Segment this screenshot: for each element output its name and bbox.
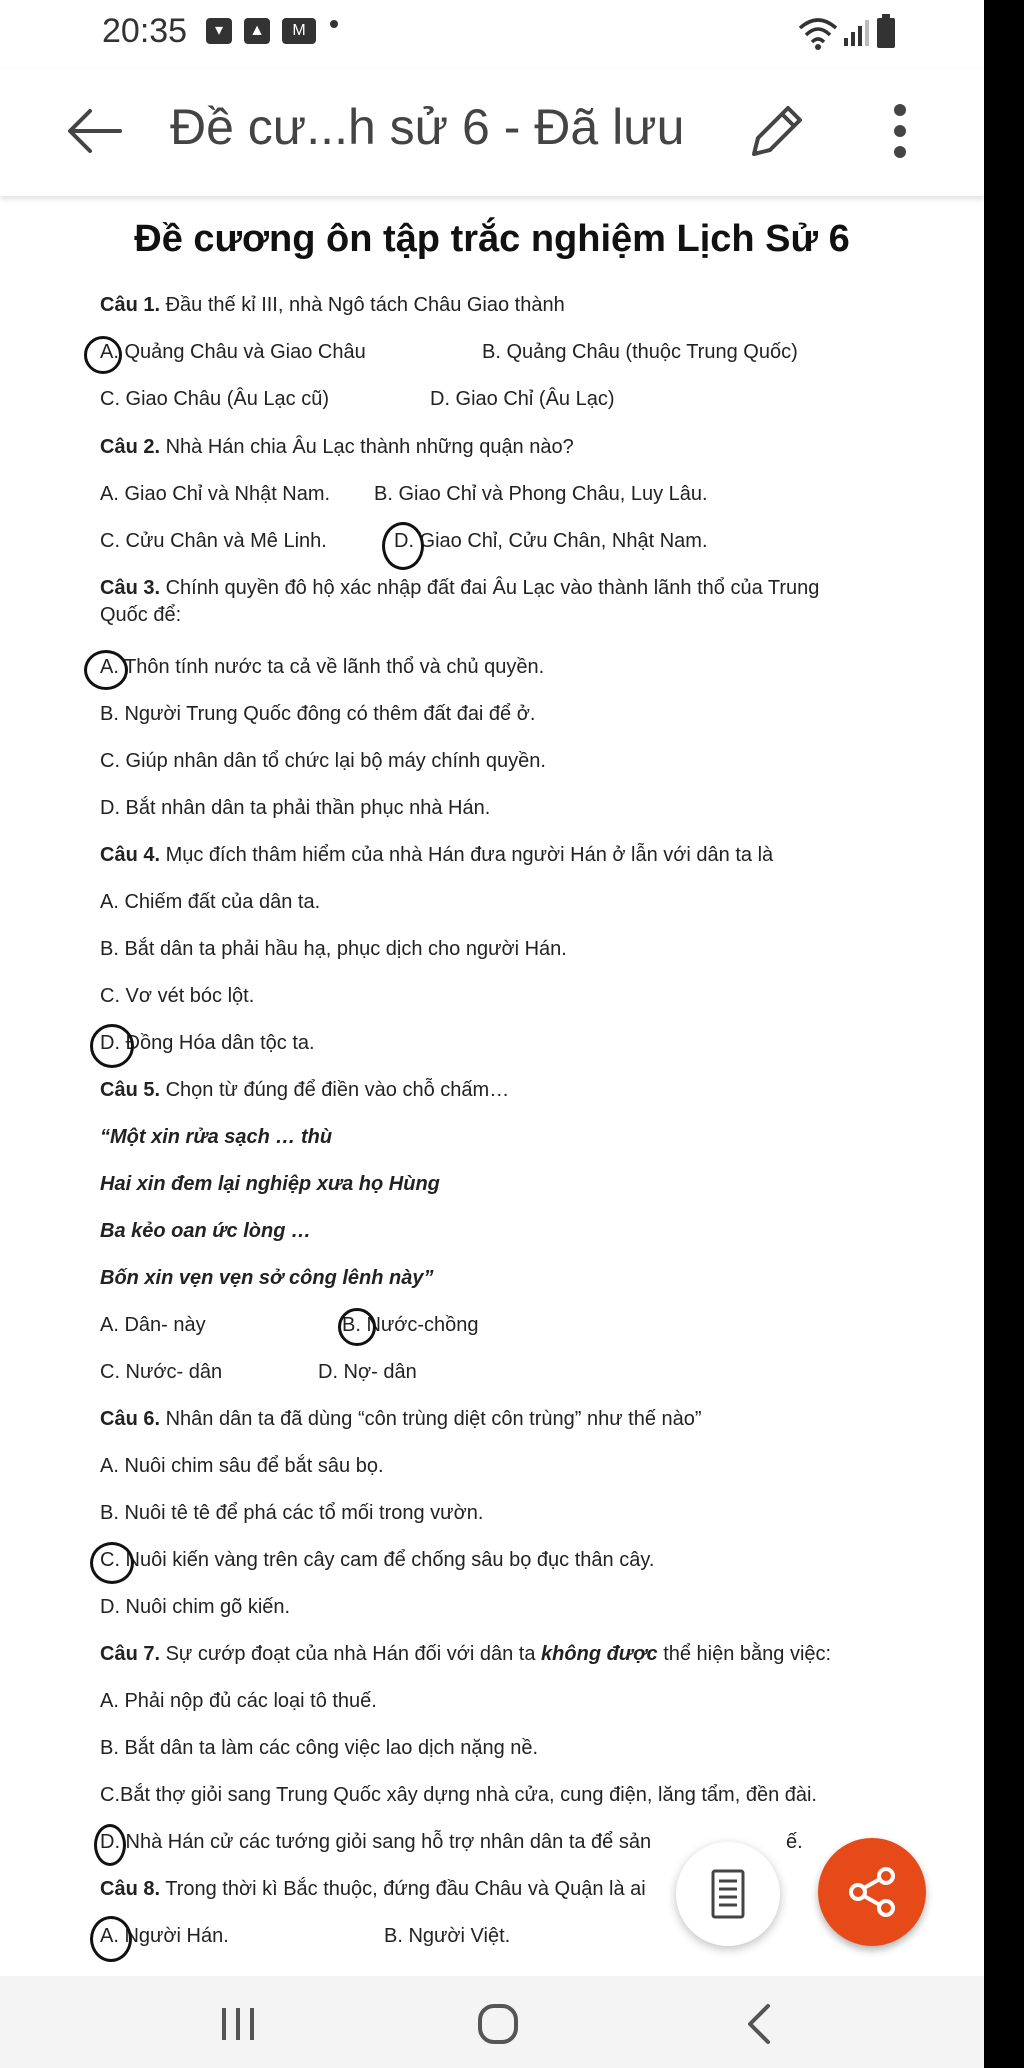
share-button[interactable] [818, 1838, 926, 1946]
back-icon[interactable] [744, 2002, 774, 2046]
back-arrow-icon[interactable] [60, 96, 130, 166]
image-icon: ▲ [244, 18, 270, 44]
answer-5c: C. Nước- dân [100, 1361, 223, 1383]
answer-1b: B. Quảng Châu (thuộc Trung Quốc) [482, 341, 798, 363]
answer-7c: C.Bắt thợ giỏi sang Trung Quốc xây dựng nhà cửa, cung điện, lăng tẩm, đền đài. [100, 1784, 817, 1806]
answer-6c: C. Nuôi kiến vàng trên cây cam để chống sâu bọ đục thân cây. [100, 1549, 655, 1571]
reader-mode-icon [710, 1868, 746, 1920]
poem-line-3: Ba kẻo oan ức lòng … [100, 1220, 311, 1242]
answer-4b: B. Bắt dân ta phải hầu hạ, phục dịch cho người Hán. [100, 938, 567, 960]
poem-line-4: Bốn xin vẹn vẹn sở công lênh này” [100, 1267, 434, 1289]
reader-mode-button[interactable] [676, 1842, 780, 1946]
poem-line-1: “Một xin rửa sạch … thù [100, 1126, 333, 1148]
answer-6a: A. Nuôi chim sâu để bắt sâu bọ. [100, 1455, 384, 1477]
answer-1d: D. Giao Chỉ (Âu Lạc) [430, 388, 615, 410]
answer-7b: B. Bắt dân ta làm các công việc lao dịch nặng nề. [100, 1737, 539, 1759]
answer-7d-tail: ế. [786, 1831, 803, 1853]
home-icon[interactable] [476, 2002, 520, 2046]
signal-icon [842, 16, 872, 48]
status-bar [0, 0, 984, 68]
answer-4d: D. Đồng Hóa dân tộc ta. [100, 1032, 315, 1054]
answer-5d: D. Nợ- dân [318, 1361, 417, 1383]
question-7: Câu 7. Sự cướp đoạt của nhà Hán đối với dân ta không được thể hiện bằng việc: [100, 1643, 832, 1665]
answer-2a: A. Giao Chỉ và Nhật Nam. [100, 483, 331, 505]
gmail-icon: M [282, 18, 316, 44]
answer-5b: B. Nước-chồng [342, 1314, 479, 1336]
answer-circle-mark [84, 650, 128, 690]
edit-pencil-icon[interactable] [740, 96, 810, 166]
more-notifications-dot-icon [330, 20, 338, 28]
status-time: 20:35 [102, 12, 188, 50]
recents-icon[interactable] [218, 2004, 258, 2044]
question-3: Câu 3. Chính quyền đô hộ xác nhập đất đai Âu Lạc vào thành lãnh thổ của Trung [100, 577, 820, 599]
answer-circle-mark [90, 1916, 132, 1962]
answer-circle-mark [90, 1024, 134, 1068]
answer-circle-mark [382, 522, 424, 570]
answer-circle-mark [84, 336, 122, 374]
answer-7d: D. Nhà Hán cử các tướng giỏi sang hỗ trợ nhân dân ta để sản [100, 1831, 652, 1853]
question-6: Câu 6. Nhân dân ta đã dùng “côn trùng diệt côn trùng” như thế nào” [100, 1408, 702, 1430]
answer-2b: B. Giao Chỉ và Phong Châu, Luy Lâu. [374, 483, 708, 505]
question-2: Câu 2. Nhà Hán chia Âu Lạc thành những quận nào? [100, 436, 574, 458]
answer-2d: D. Giao Chỉ, Cửu Chân, Nhật Nam. [394, 530, 708, 552]
answer-8a: A. Người Hán. [100, 1925, 229, 1947]
question-1: Câu 1. Đầu thế kỉ III, nhà Ngô tách Châu Giao thành [100, 294, 565, 316]
battery-icon [876, 14, 896, 50]
answer-4a: A. Chiếm đất của dân ta. [100, 891, 321, 913]
answer-circle-mark [94, 1824, 126, 1866]
answer-3d: D. Bắt nhân dân ta phải thần phục nhà Hán. [100, 797, 491, 819]
answer-2c: C. Cửu Chân và Mê Linh. [100, 530, 327, 552]
poem-line-2: Hai xin đem lại nghiệp xưa họ Hùng [100, 1173, 440, 1195]
answer-8b: B. Người Việt. [384, 1925, 511, 1947]
notification-icon: ▾ [206, 18, 232, 44]
screen-edge-bar [984, 0, 1024, 2068]
answer-6b: B. Nuôi tê tê để phá các tổ mối trong vườn. [100, 1502, 484, 1524]
question-4: Câu 4. Mục đích thâm hiểm của nhà Hán đưa người Hán ở lẫn với dân ta là [100, 844, 774, 866]
answer-3c: C. Giúp nhân dân tổ chức lại bộ máy chính quyền. [100, 750, 546, 772]
answer-7a: A. Phải nộp đủ các loại tô thuế. [100, 1690, 377, 1712]
question-3-cont: Quốc để: [100, 604, 182, 626]
answer-4c: C. Vơ vét bóc lột. [100, 985, 255, 1007]
answer-1a: A. Quảng Châu và Giao Châu [100, 341, 366, 363]
question-5: Câu 5. Chọn từ đúng để điền vào chỗ chấm… [100, 1079, 510, 1101]
answer-3a: A. Thôn tính nước ta cả về lãnh thổ và chủ quyền. [100, 656, 545, 678]
answer-6d: D. Nuôi chim gõ kiến. [100, 1596, 291, 1618]
answer-circle-mark [90, 1542, 134, 1584]
answer-3b: B. Người Trung Quốc đông có thêm đất đai để ở. [100, 703, 536, 725]
share-icon [844, 1864, 900, 1920]
answer-1c: C. Giao Châu (Âu Lạc cũ) [100, 388, 329, 410]
app-bar [0, 68, 984, 196]
document-view[interactable] [0, 196, 984, 1976]
more-vert-icon[interactable] [880, 96, 920, 166]
document-title: Đề cư...h sử 6 - Đã lưu [170, 99, 685, 155]
question-8: Câu 8. Trong thời kì Bắc thuộc, đứng đầu Châu và Quận là ai [100, 1878, 646, 1900]
wifi-icon [796, 14, 840, 50]
document-heading: Đề cương ôn tập trắc nghiệm Lịch Sử 6 [134, 218, 850, 260]
answer-circle-mark [338, 1308, 376, 1346]
navigation-bar [0, 1976, 984, 2068]
answer-5a: A. Dân- này [100, 1314, 206, 1336]
